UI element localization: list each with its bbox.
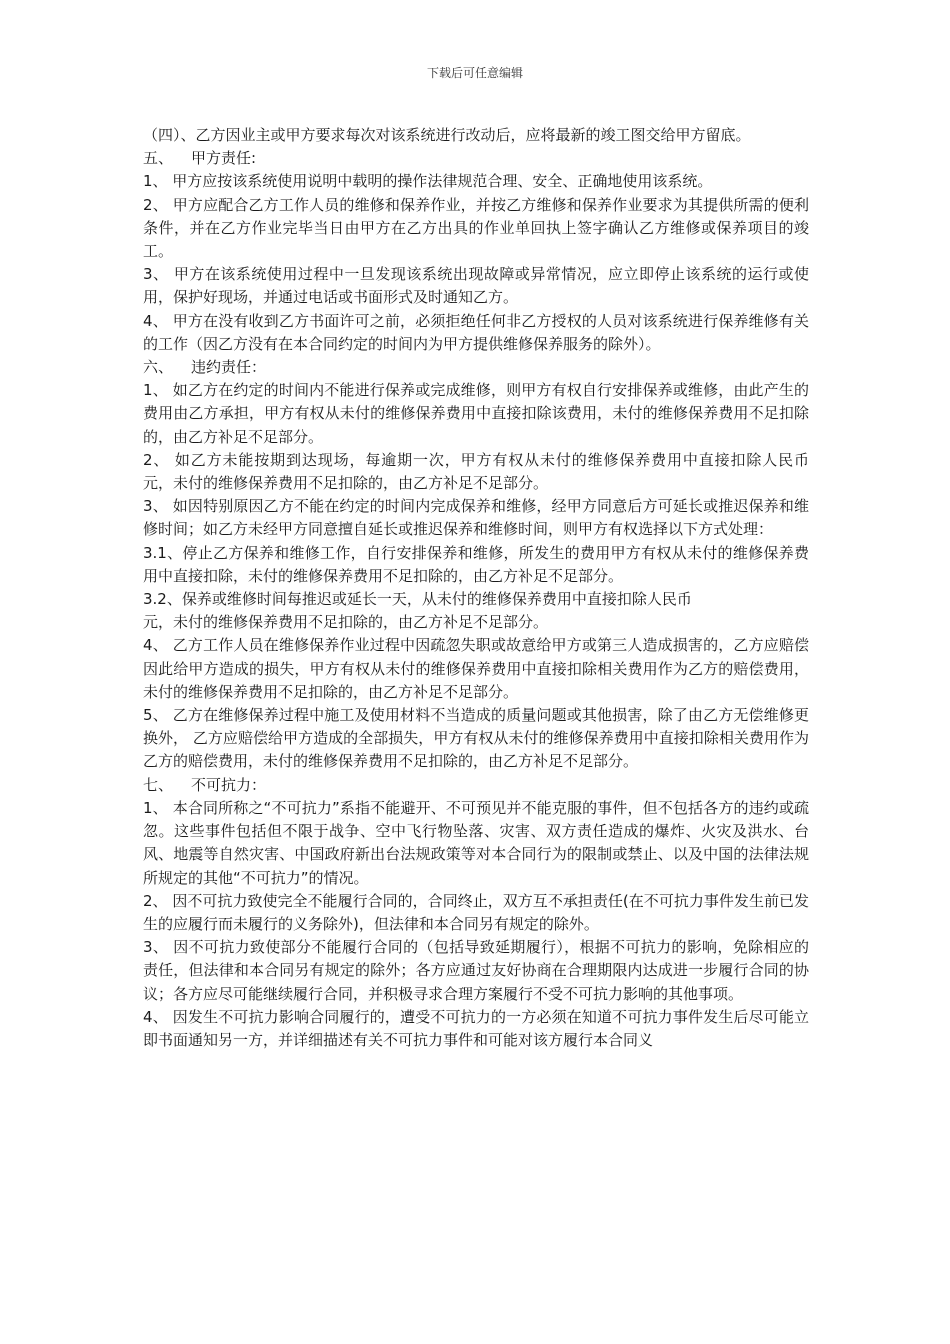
section-title: 甲方责任: — [191, 149, 257, 168]
paragraph: 2、 如乙方未能按期到达现场，每逾期一次，甲方有权从未付的维修保养费用中直接扣除人民币 元，未付的维修保养费用不足扣除的，由乙方补足不足部分。 — [143, 450, 900, 493]
paragraph: 3、 因不可抗力致使部分不能履行合同的（包括导致延期履行），根据不可抗力的影响，免除相应的责任，但法律和本合同另有规定的除外；各方应通过友好协商在合理期限内达成进一步履行合同的协议；各方应尽可能继续履行合同，并积极寻求合理方案履行不受不可抗力影响的其他事项。 — [143, 938, 809, 1003]
section-heading — [143, 356, 809, 379]
paragraph: 4、 乙方工作人员在维修保养作业过程中因疏忽失职或故意给甲方或第三人造成损害的，乙方应赔偿因此给甲方造成的损失，甲方有权从未付的维修保养费用中直接扣除相关费用作为乙方的赔偿费用，未付的维修保养费用不足扣除的，由乙方补足不足部分。 — [143, 636, 809, 701]
paragraph: 元，未付的维修保养费用不足扣除的，由乙方补足不足部分。 — [143, 613, 549, 632]
paragraph: 1、 如乙方在约定的时间内不能进行保养或完成维修，则甲方有权自行安排保养或维修，由此产生的费用由乙方承担，甲方有权从未付的维修保养费用中直接扣除该费用，未付的维修保养费用不足扣除的，由乙方补足不足部分。 — [143, 381, 809, 446]
section-title: 不可抗力： — [191, 775, 267, 794]
section-number: 五、 — [143, 149, 174, 168]
paragraph: 4、 甲方在没有收到乙方书面许可之前，必须拒绝任何非乙方授权的人员对该系统进行保养维修有关的工作（因乙方没有在本合同约定的时间内为甲方提供维修保养服务的除外）。 — [143, 311, 809, 353]
paragraph: 3.2、保养或维修时间每推迟或延长一天，从未付的维修保养费用中直接扣除人民币 — [143, 590, 692, 609]
paragraph: 3、 甲方在该系统使用过程中一旦发现该系统出现故障或异常情况，应立即停止该系统的运行或使用，保护好现场，并通过电话或书面形式及时通知乙方。 — [143, 265, 809, 307]
section-heading — [143, 774, 809, 797]
section-title: 违约责任： — [191, 358, 267, 377]
paragraph: 1、 本合同所称之“不可抗力”系指不能避开、不可预见并不能克服的事件，但不包括各方的违约或疏忽。这些事件包括但不限于战争、空中飞行物坠落、灾害、双方责任造成的爆炸、火灾及洪水、台风、地震等自然灾害、中国政府新出台法规政策等对本合同行为的限制或禁止、以及中国的法律法规所规定的其他“不可抗力”的情况。 — [143, 798, 809, 887]
paragraph: 2、 甲方应配合乙方工作人员的维修和保养作业，并按乙方维修和保养作业要求为其提供所需的便利条件，并在乙方作业完毕当日由甲方在乙方出具的作业单回执上签字确认乙方维修或保养项目的竣工。 — [143, 195, 809, 261]
paragraph: 1、 甲方应按该系统使用说明中载明的操作法律规范合理、安全、正确地使用该系统。 — [143, 172, 713, 191]
section-heading — [143, 147, 809, 170]
paragraph: （四）、乙方因业主或甲方要求每次对该系统进行改动后，应将最新的竣工图交给甲方留底。 — [143, 126, 751, 144]
section-number: 六、 — [143, 358, 174, 377]
document-body — [143, 124, 900, 1052]
paragraph: 5、 乙方在维修保养过程中施工及使用材料不当造成的质量问题或其他损害，除了由乙方无偿维修更换外， 乙方应赔偿给甲方造成的全部损失，甲方有权从未付的维修保养费用中直接扣除相关费用作为乙方的赔偿费用，未付的维修保养费用不足扣除的，由乙方补足不足部分。 — [143, 706, 809, 771]
page-header-note: 下载后可任意编辑 — [426, 66, 523, 80]
section-number: 七、 — [143, 775, 174, 794]
paragraph: 2、 因不可抗力致使完全不能履行合同的，合同终止，双方互不承担责任(在不可抗力事件发生前已发生的应履行而未履行的义务除外)，但法律和本合同另有规定的除外。 — [143, 891, 809, 933]
paragraph: 4、 因发生不可抗力影响合同履行的，遭受不可抗力的一方必须在知道不可抗力事件发生后尽可能立即书面通知另一方，并详细描述有关不可抗力事件和可能对该方履行本合同义 — [143, 1007, 809, 1049]
paragraph: 3.1、停止乙方保养和维修工作，自行安排保养和维修，所发生的费用甲方有权从未付的维修保养费用中直接扣除，未付的维修保养费用不足扣除的，由乙方补足不足部分。 — [143, 543, 809, 585]
paragraph: 3、 如因特别原因乙方不能在约定的时间内完成保养和维修，经甲方同意后方可延长或推迟保养和维修时间；如乙方未经甲方同意擅自延长或推迟保养和维修时间，则甲方有权选择以下方式处理： — [143, 497, 809, 539]
